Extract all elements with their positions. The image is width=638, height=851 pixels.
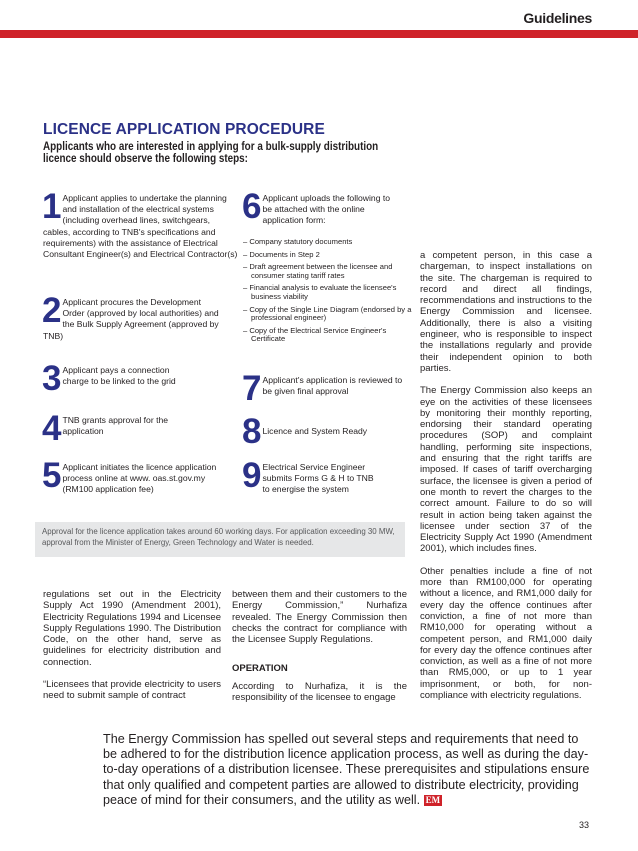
step-number: 1	[42, 187, 62, 226]
approval-note: Approval for the licence application takes around 60 working days. For application exceeding 30 MW, approval from the Minister of Energy, Green Technology and Water is needed.	[35, 522, 405, 557]
step-text: Applicant procures the Development Order (approved by local authorities) and the Bulk Supply Agreement (approved by TNB)	[43, 297, 219, 341]
paragraph: between them and their customers to the Energy Commission,” Nurhafiza revealed. The Energy Commission then checks the contract for compliance with the Licensee Supply Regulations.	[232, 589, 407, 646]
step-text: TNB grants approval for the application	[62, 415, 169, 437]
step-number: 9	[242, 456, 262, 495]
step-number: 5	[42, 456, 62, 495]
step-text: Applicant initiates the licence application process online at www. oas.st.gov.my (RM100 application fee)	[62, 462, 217, 495]
step-1	[42, 187, 238, 260]
page-number: 33	[579, 820, 590, 830]
paragraph: The Energy Commission also keeps an eye on the activities of these licensees by monitoring their monthly reporting, endorsing their standard operating procedures (SOP) and complaint handling, performing site inspections, and ensuring that the right tariffs are imposed. If cases of tariff overcharging surface, the licensee is given a period of one month to revert the charges to the correct amount. Failure to do so will result in action being taken against the licensee under section 37 of the Electricity Supply Act 1990 (Amendment 2001), which includes fines.	[420, 385, 592, 555]
list-item: – Copy of the Single Line Diagram (endorsed by a professional engineer)	[243, 304, 412, 323]
list-item: – Draft agreement between the licensee and consumer stating tariff rates	[243, 262, 393, 280]
list-item: – Financial analysis to evaluate the licensee's business viability	[243, 283, 397, 301]
step-text: Applicant applies to undertake the planning and installation of the electrical systems (including overhead lines, switchgears, cables, according to TNB's specifications and requirements) with the assistance of Electrical Consultant Engineer(s) and Electrical Contractor(s)	[43, 193, 238, 260]
body-column-right	[420, 250, 592, 712]
page-subtitle: Applicants who are interested in applying for a bulk-supply distribution licence should observe the following steps:	[43, 141, 379, 165]
body-column-middle	[232, 589, 407, 714]
step-6-document-list	[243, 238, 413, 348]
paragraph: a competent person, in this case a chargeman, to inspect installations on the site. The chargeman is required to record and direct all findings, recommendations and instructions to the Energy Commission and licensee. Additionally, there is also a visiting engineer, who is responsible to inspect the installations regularly and provide their independent opinion to both parties.	[420, 250, 592, 374]
step-9	[242, 456, 383, 496]
section-heading-operation: OPERATION	[232, 663, 288, 675]
step-number: 8	[242, 412, 262, 451]
pull-quote	[103, 732, 593, 808]
pull-quote-text: The Energy Commission has spelled out several steps and requirements that need to be adhered to for the distribution licence application process, as well as during the day-to-day operations of a distribution licensee. These prerequisites and stipulations ensure that only qualified and competent parties are allowed to distribute electricity, providing peace of mind for their consumers, and the utility as well.	[103, 732, 590, 807]
step-number: 4	[42, 409, 62, 448]
step-3	[42, 359, 183, 398]
paragraph: Other penalties include a fine of not more than RM100,000 for operating without a licence, and RM1,000 daily for every day the offence continues after conviction, a fine of not more than RM10,000 for operating without a competent person, and RM1,000 daily for every day the offence continues after conviction, as well as a fine of not more than RM5,000, or up to 1 year imprisonment, or both, for non-compliance with electricity regulations.	[420, 565, 592, 701]
list-item: – Documents in Step 2	[243, 249, 320, 259]
step-2	[42, 291, 223, 342]
body-column-left	[43, 589, 221, 713]
step-text: Applicant uploads the following to be attached with the online application form:	[262, 193, 391, 226]
step-6	[242, 187, 393, 227]
paragraph: According to Nurhafiza, it is the responsibility of the licensee to engage	[232, 680, 407, 704]
step-number: 7	[242, 369, 262, 408]
step-number: 2	[42, 291, 62, 330]
step-text: Licence and System Ready	[262, 426, 368, 436]
page-title: LICENCE APPLICATION PROCEDURE	[43, 121, 325, 138]
step-5	[42, 456, 223, 496]
step-text: Electrical Service Engineer submits Forms G & H to TNB to energise the system	[262, 462, 374, 495]
list-item: – Company statutory documents	[243, 237, 353, 246]
paragraph: regulations set out in the Electricity Supply Act 1990 (Amendment 2001), Electricity Regulations 1994 and Licensee Supply Regulations 1990. The Distribution Code, on the other hand, serve as guidelines for electricity distribution and connection.	[43, 589, 221, 668]
step-8	[242, 412, 403, 451]
list-item: – Copy of the Electrical Service Engineer's Certificate	[243, 325, 387, 344]
step-number: 6	[242, 187, 262, 226]
step-7	[242, 369, 403, 408]
em-end-mark-logo: EM	[425, 794, 441, 805]
paragraph: “Licensees that provide electricity to users need to submit sample of contract	[43, 679, 221, 702]
step-number: 3	[42, 359, 62, 398]
header-rule	[0, 30, 638, 38]
section-header: Guidelines	[523, 10, 592, 26]
step-text: Applicant pays a connection charge to be linked to the grid	[62, 365, 176, 387]
step-text: Applicant's application is reviewed to be given final approval	[262, 375, 403, 397]
step-4	[42, 409, 173, 448]
